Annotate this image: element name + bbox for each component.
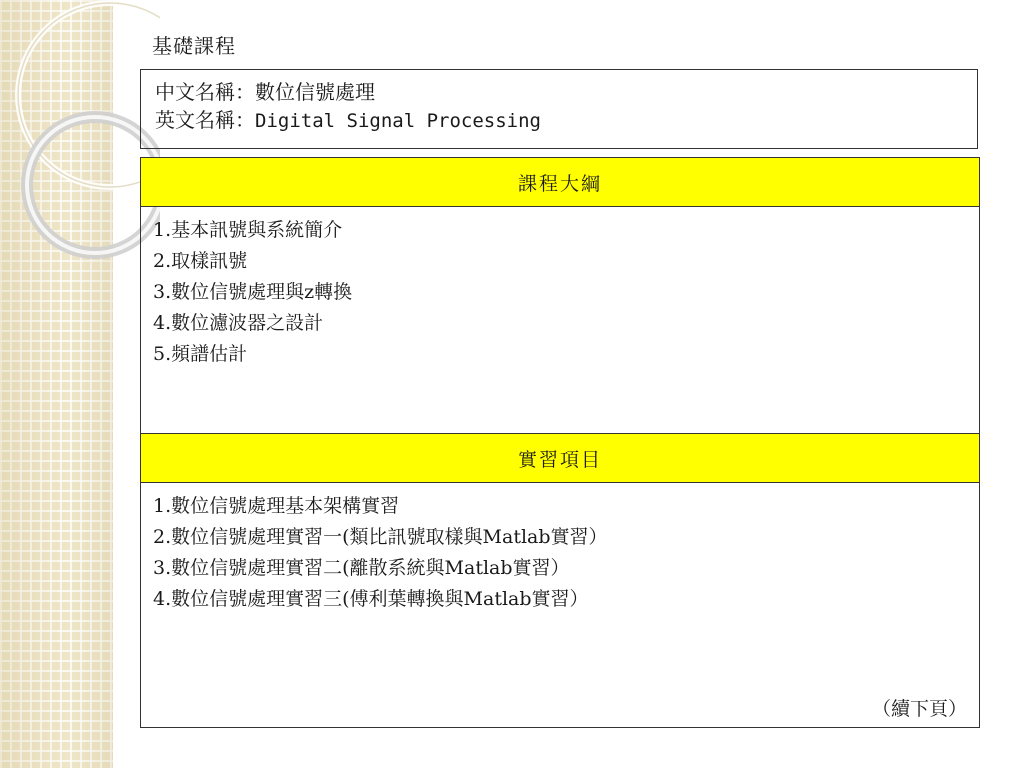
list-item: 1.數位信號處理基本架構實習 [153,495,400,517]
decorative-rings-graphic [0,0,160,300]
list-item: 4.數位濾波器之設計 [153,312,324,334]
list-item: 2.數位信號處理實習一(類比訊號取樣與Matlab實習） [153,526,608,548]
list-item: 3.數位信號處理與z轉換 [153,281,353,303]
english-name-line [155,106,977,135]
chinese-name-value: 數位信號處理 [255,80,375,104]
english-name-label: 英文名稱： [155,108,255,132]
course-name-box [140,69,978,149]
english-name-value: Digital Signal Processing [255,110,541,132]
list-item: 2.取樣訊號 [153,250,248,272]
list-item: 1.基本訊號與系統簡介 [153,219,343,241]
outline-list [141,207,980,434]
chinese-name-label: 中文名稱： [155,80,255,104]
outline-header: 課程大綱 [141,158,980,207]
practice-header: 實習項目 [141,434,980,483]
chinese-name-line [155,78,977,106]
course-content-table [140,157,980,728]
practice-list [141,483,980,728]
page-title: 基礎課程 [152,34,236,58]
list-item: 3.數位信號處理實習二(離散系統與Matlab實習） [153,557,570,579]
continued-note: （續下頁） [871,698,967,720]
list-item: 5.頻譜估計 [153,343,248,365]
list-item: 4.數位信號處理實習三(傅利葉轉換與Matlab實習） [153,588,589,610]
